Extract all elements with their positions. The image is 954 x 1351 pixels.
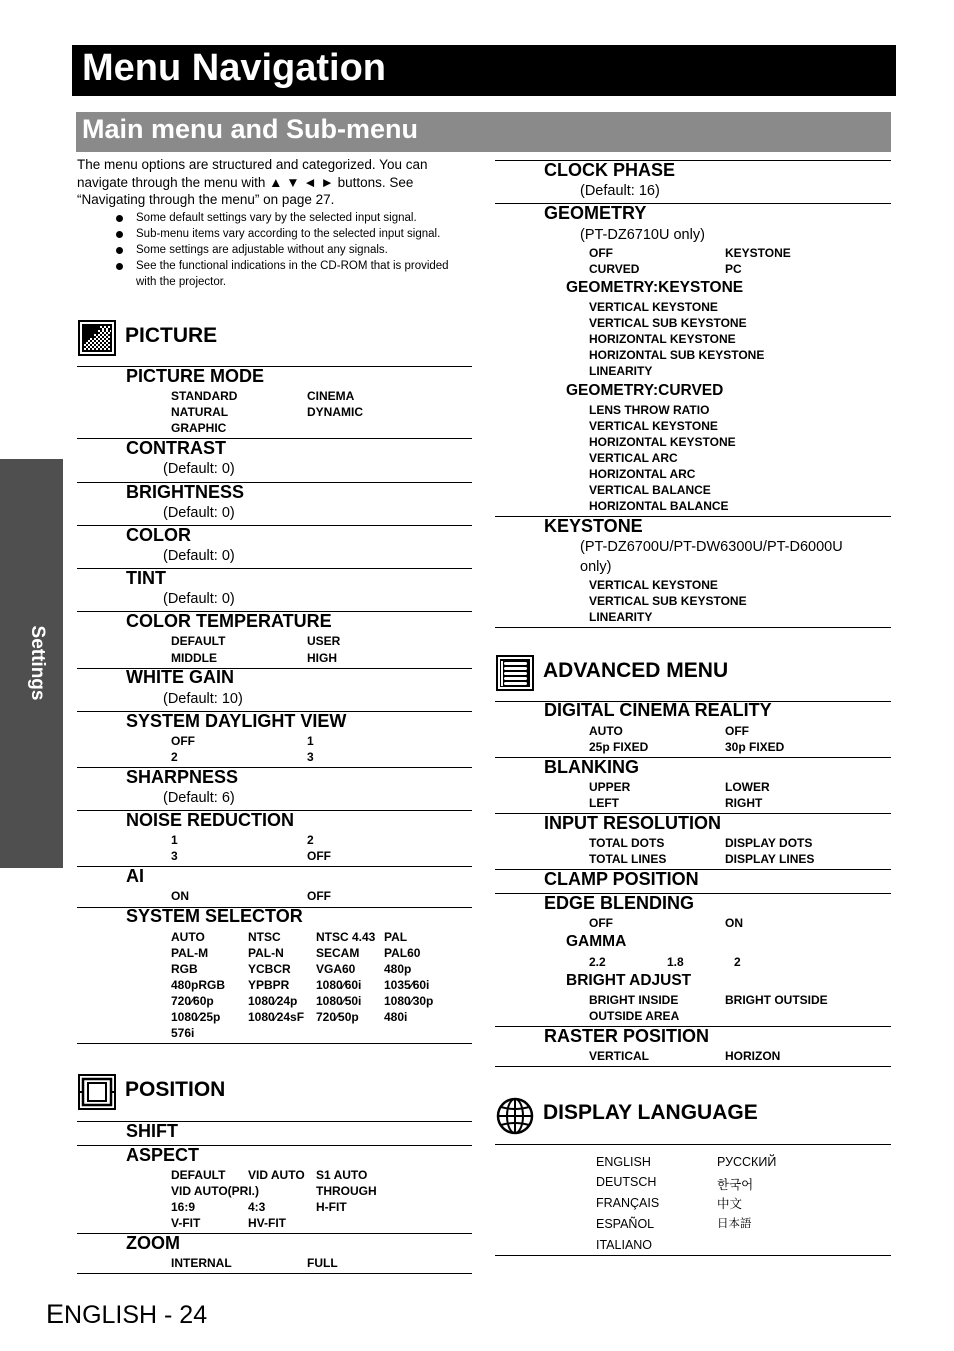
digital-cinema-reality-title: DIGITAL CINEMA REALITY — [544, 700, 772, 720]
option: 1080⁄50i — [316, 994, 362, 1008]
option: HORIZON — [725, 1049, 781, 1063]
option: PAL — [384, 930, 408, 944]
option: VID AUTO — [248, 1168, 305, 1182]
gamma-title: GAMMA — [566, 933, 627, 950]
option: CURVED — [589, 262, 640, 276]
keystone-title: KEYSTONE — [544, 516, 643, 536]
divider — [495, 1255, 891, 1256]
option: OUTSIDE AREA — [589, 1009, 680, 1023]
tint-title: TINT — [126, 568, 166, 588]
option: DISPLAY DOTS — [725, 836, 813, 850]
option: OFF — [307, 849, 331, 863]
option: 25p FIXED — [589, 740, 649, 754]
option: 1.8 — [667, 955, 684, 969]
option: RGB — [171, 962, 198, 976]
position-section-title: POSITION — [125, 1078, 226, 1101]
option: 2 — [734, 955, 741, 969]
section-subtitle: Main menu and Sub-menu — [82, 114, 419, 144]
clamp-position-title: CLAMP POSITION — [544, 869, 699, 889]
color-title: COLOR — [126, 525, 191, 545]
option: 480i — [384, 1010, 408, 1024]
option: VERTICAL — [589, 1049, 649, 1063]
bright-adjust-title: BRIGHT ADJUST — [566, 972, 692, 989]
option: OFF — [725, 724, 749, 738]
input-resolution-title: INPUT RESOLUTION — [544, 813, 722, 833]
aspect-title: ASPECT — [126, 1145, 200, 1165]
default-note: (Default: 0) — [163, 505, 235, 521]
option: DYNAMIC — [307, 405, 363, 419]
intro-text: The menu options are structured and categorized. You can navigate through the menu with ▲ ▼ ◄ ► buttons. See “Navigating through the menu” on page 27. — [77, 157, 428, 207]
side-tab-label: Settings — [27, 625, 48, 701]
option: 480p — [384, 962, 412, 976]
option: VERTICAL KEYSTONE — [589, 578, 718, 592]
option: 480pRGB — [171, 978, 226, 992]
system-daylight-view-title: SYSTEM DAYLIGHT VIEW — [126, 711, 347, 731]
option: VGA60 — [316, 962, 356, 976]
option: SECAM — [316, 946, 360, 960]
option: VID AUTO(PRI.) — [171, 1184, 260, 1198]
option: 1080⁄25p — [171, 1010, 221, 1024]
language-option: РУССКИЙ — [717, 1155, 777, 1169]
shift-title: SHIFT — [126, 1121, 178, 1141]
default-note: (Default: 6) — [163, 790, 235, 806]
option: 30p FIXED — [725, 740, 785, 754]
color-temperature-title: COLOR TEMPERATURE — [126, 611, 332, 631]
option: HORIZONTAL KEYSTONE — [589, 332, 736, 346]
option: PAL-M — [171, 946, 209, 960]
language-section-title: DISPLAY LANGUAGE — [543, 1101, 758, 1124]
option: LENS THROW RATIO — [589, 403, 710, 417]
option: USER — [307, 634, 341, 648]
option: V-FIT — [171, 1216, 201, 1230]
advanced-section-title: ADVANCED MENU — [543, 659, 729, 682]
contrast-title: CONTRAST — [126, 438, 226, 458]
side-tab — [0, 459, 63, 868]
option: TOTAL LINES — [589, 852, 667, 866]
option: CINEMA — [307, 389, 355, 403]
model-note: only) — [580, 559, 612, 575]
option: BRIGHT INSIDE — [589, 993, 679, 1007]
position-menu — [77, 0, 472, 1351]
language-option: ITALIANO — [596, 1238, 653, 1252]
option: NTSC — [248, 930, 281, 944]
geometry-keystone-title: GEOMETRY:KEYSTONE — [566, 279, 744, 296]
option: 2.2 — [589, 955, 606, 969]
option: PAL-N — [248, 946, 284, 960]
option: VERTICAL SUB KEYSTONE — [589, 316, 747, 330]
option: AUTO — [171, 930, 205, 944]
option: YCBCR — [248, 962, 291, 976]
option: DISPLAY LINES — [725, 852, 815, 866]
option: 720⁄60p — [171, 994, 214, 1008]
option: HORIZONTAL ARC — [589, 467, 696, 481]
option: OFF — [589, 916, 613, 930]
model-note: (PT-DZ6710U only) — [580, 227, 705, 243]
intro-bullet: Some settings are adjustable without any signals. — [77, 242, 472, 258]
option: TOTAL DOTS — [589, 836, 665, 850]
geometry-title: GEOMETRY — [544, 203, 647, 223]
brightness-title: BRIGHTNESS — [126, 482, 245, 502]
intro-bullet: Sub-menu items vary according to the selected input signal. — [77, 226, 472, 242]
sharpness-title: SHARPNESS — [126, 767, 239, 787]
language-option: ENGLISH — [596, 1155, 651, 1169]
white-gain-title: WHITE GAIN — [126, 667, 234, 687]
footer-page-label: NGLISH - 24 — [64, 1301, 208, 1329]
option: OFF — [171, 734, 195, 748]
option: H-FIT — [316, 1200, 347, 1214]
option: 4:3 — [248, 1200, 266, 1214]
picture-section-title: PICTURE — [125, 324, 218, 347]
noise-reduction-title: NOISE REDUCTION — [126, 810, 295, 830]
option: 1035⁄60i — [384, 978, 430, 992]
option: VERTICAL SUB KEYSTONE — [589, 594, 747, 608]
option: PC — [725, 262, 742, 276]
language-option: FRANÇAIS — [596, 1196, 660, 1210]
option: PAL60 — [384, 946, 421, 960]
option: HORIZONTAL SUB KEYSTONE — [589, 348, 765, 362]
language-menu — [495, 0, 891, 1351]
language-option: 한국어 — [717, 1178, 754, 1192]
option: NATURAL — [171, 405, 229, 419]
option: THROUGH — [316, 1184, 377, 1198]
option: FULL — [307, 1256, 338, 1270]
option: VERTICAL KEYSTONE — [589, 419, 718, 433]
default-note: (Default: 0) — [163, 548, 235, 564]
clock-phase-title: CLOCK PHASE — [544, 160, 676, 180]
option: GRAPHIC — [171, 421, 227, 435]
divider — [77, 1273, 472, 1274]
option: VERTICAL ARC — [589, 451, 678, 465]
option: 3 — [171, 849, 178, 863]
option: DEFAULT — [171, 634, 226, 648]
edge-blending-title: EDGE BLENDING — [544, 893, 695, 913]
intro-bullet: Some default settings vary by the selected input signal. — [77, 210, 472, 226]
divider — [495, 1144, 891, 1145]
option: MIDDLE — [171, 651, 217, 665]
language-option: 日本語 — [717, 1218, 752, 1230]
option: HORIZONTAL KEYSTONE — [589, 435, 736, 449]
system-selector-title: SYSTEM SELECTOR — [126, 906, 303, 926]
option: 2 — [307, 833, 314, 847]
option: 3 — [307, 750, 314, 764]
option: ON — [171, 889, 189, 903]
option: LOWER — [725, 780, 770, 794]
option: KEYSTONE — [725, 246, 791, 260]
geometry-curved-title: GEOMETRY:CURVED — [566, 382, 724, 399]
language-option: ESPAÑOL — [596, 1217, 655, 1231]
language-option: 中文 — [717, 1197, 743, 1211]
option: INTERNAL — [171, 1256, 232, 1270]
zoom-title: ZOOM — [126, 1233, 180, 1253]
page-footer — [46, 1299, 207, 1330]
option: 1080⁄24p — [248, 994, 298, 1008]
option: 1080⁄30p — [384, 994, 434, 1008]
raster-position-title: RASTER POSITION — [544, 1026, 710, 1046]
option: HV-FIT — [248, 1216, 286, 1230]
option: YPBPR — [248, 978, 290, 992]
option: HORIZONTAL BALANCE — [589, 499, 729, 513]
option: HIGH — [307, 651, 337, 665]
option: S1 AUTO — [316, 1168, 368, 1182]
option: 1 — [307, 734, 314, 748]
option: VERTICAL BALANCE — [589, 483, 711, 497]
option: RIGHT — [725, 796, 763, 810]
option: OFF — [589, 246, 613, 260]
picture-mode-title: PICTURE MODE — [126, 366, 265, 386]
option: 16:9 — [171, 1200, 196, 1214]
option: UPPER — [589, 780, 631, 794]
footer-initial: E — [46, 1299, 65, 1329]
option: BRIGHT OUTSIDE — [725, 993, 828, 1007]
default-note: (Default: 0) — [163, 591, 235, 607]
page-title: Menu Navigation — [82, 47, 387, 89]
option: 1080⁄24sF — [248, 1010, 305, 1024]
option: 2 — [171, 750, 178, 764]
option: DEFAULT — [171, 1168, 226, 1182]
option: NTSC 4.43 — [316, 930, 376, 944]
model-note: (PT-DZ6700U/PT-DW6300U/PT-D6000U — [580, 539, 843, 555]
option: OFF — [307, 889, 331, 903]
default-note: (Default: 16) — [580, 183, 660, 199]
language-option: DEUTSCH — [596, 1175, 657, 1189]
option: 1 — [171, 833, 178, 847]
option: LINEARITY — [589, 610, 653, 624]
option: VERTICAL KEYSTONE — [589, 300, 718, 314]
option: STANDARD — [171, 389, 238, 403]
option: 576i — [171, 1026, 195, 1040]
default-note: (Default: 0) — [163, 461, 235, 477]
option: 1080⁄60i — [316, 978, 362, 992]
option: LEFT — [589, 796, 619, 810]
option: LINEARITY — [589, 364, 653, 378]
option: ON — [725, 916, 743, 930]
blanking-title: BLANKING — [544, 757, 639, 777]
ai-title: AI — [126, 866, 144, 886]
default-note: (Default: 10) — [163, 691, 243, 707]
option: AUTO — [589, 724, 623, 738]
intro-bullet: See the functional indications in the CD-ROM that is provided with the projector. — [77, 258, 472, 290]
option: 720⁄50p — [316, 1010, 359, 1024]
